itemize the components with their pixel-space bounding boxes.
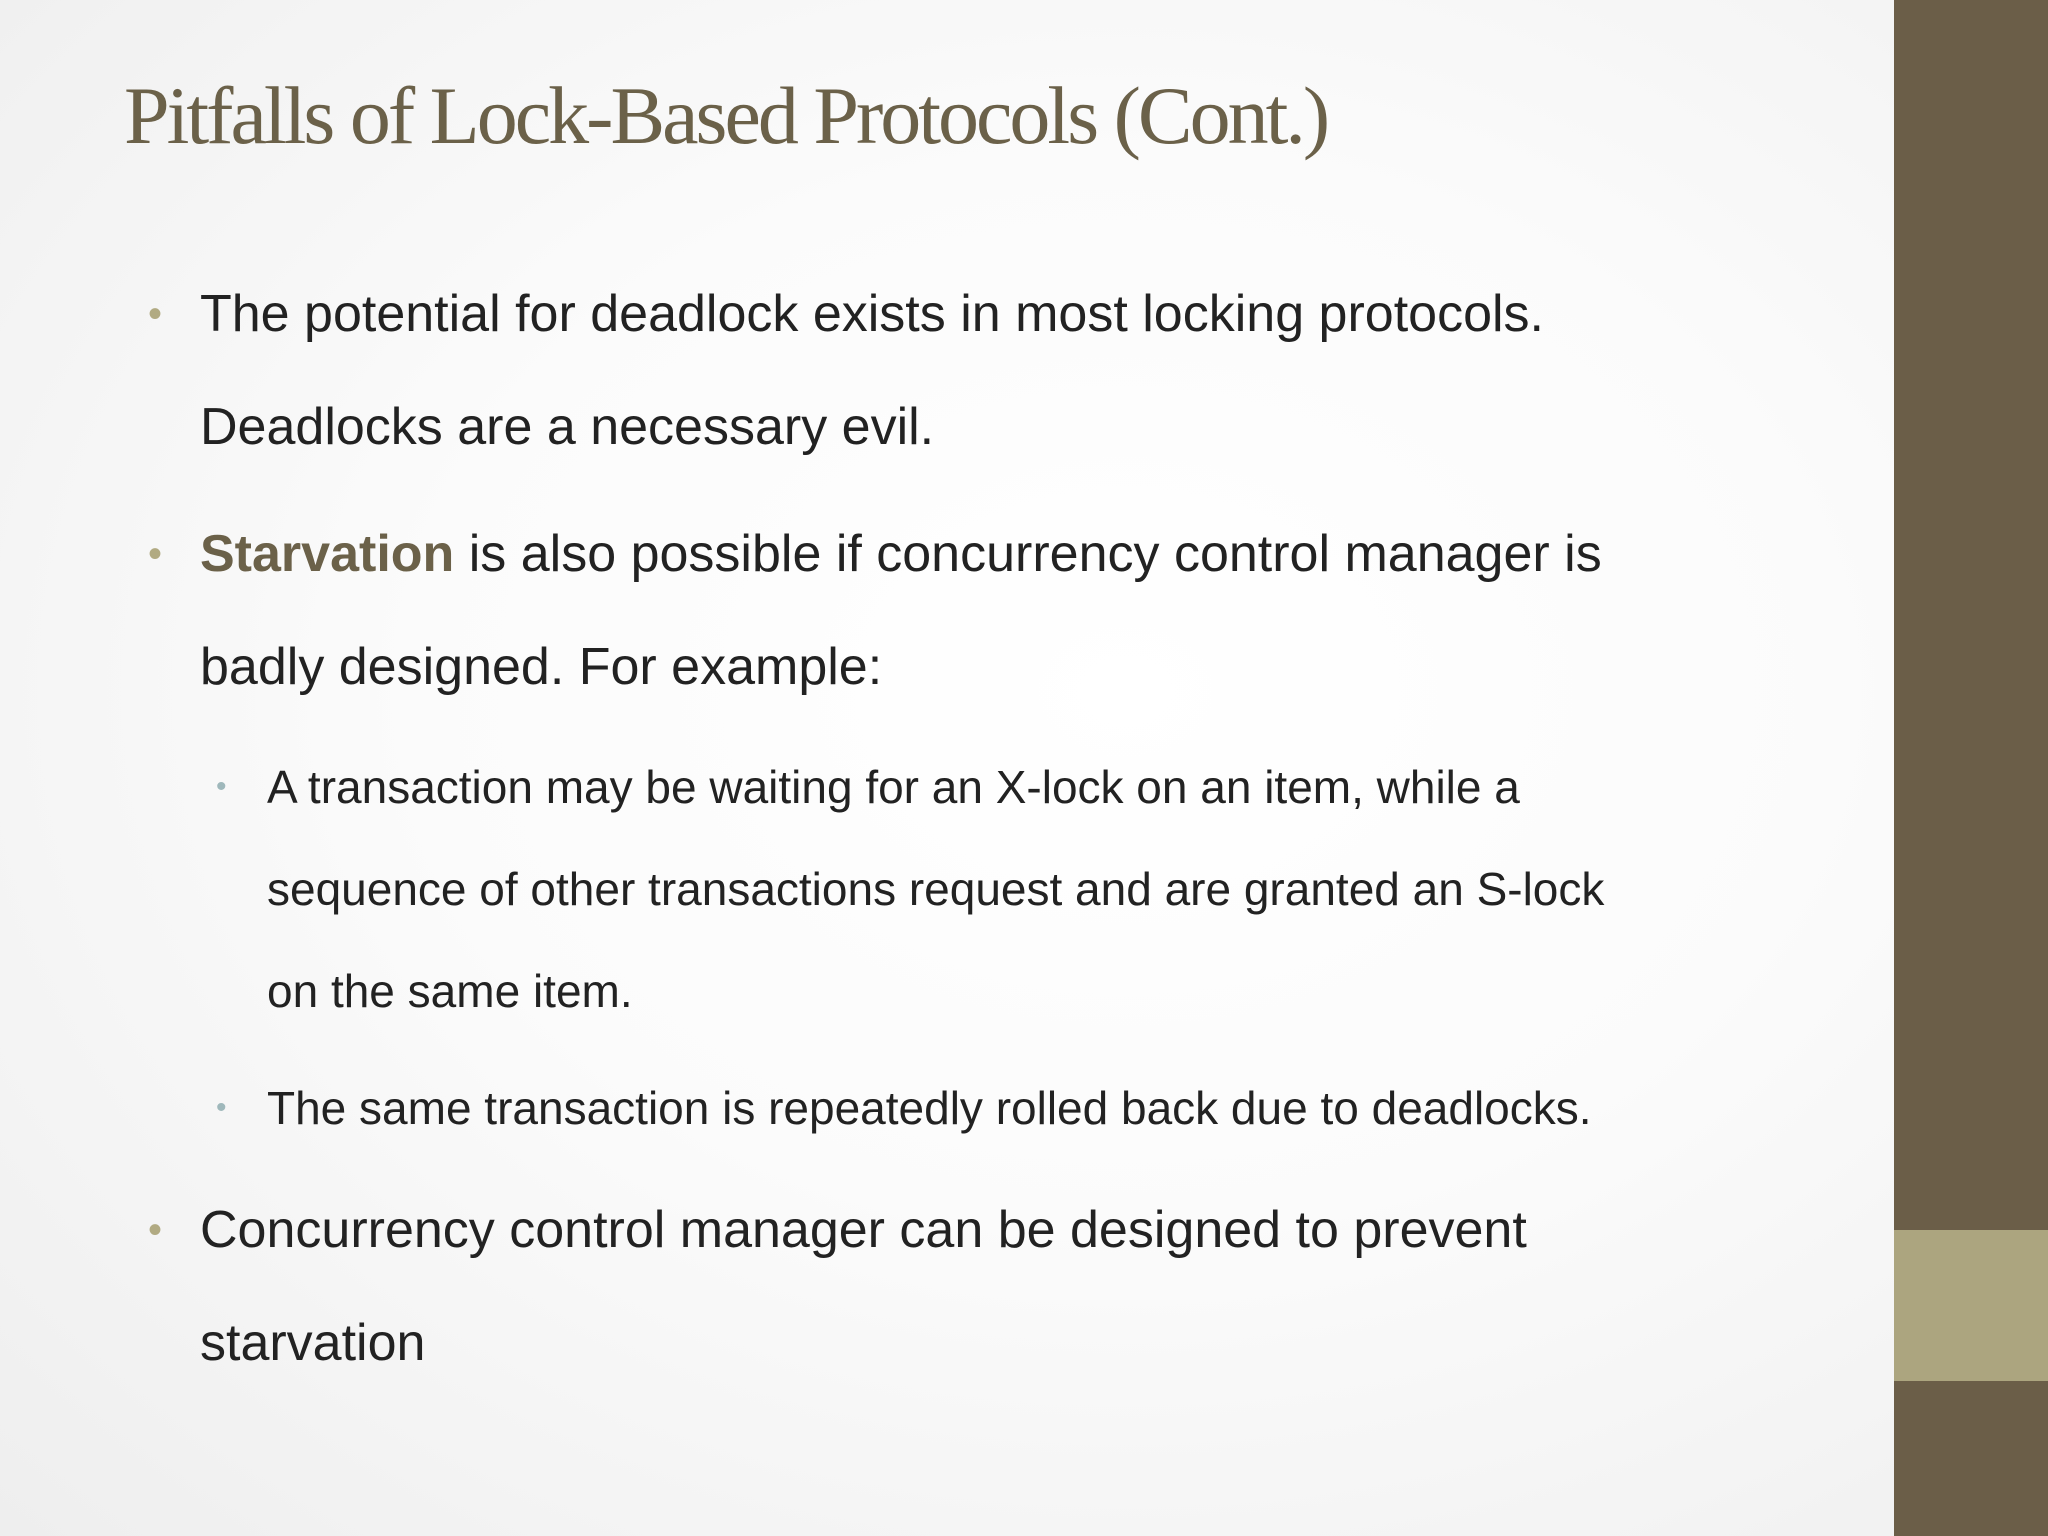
bullet-3-line-2: starvation [200, 1314, 426, 1372]
sidebar-band-top [1894, 0, 2048, 1230]
sub-bullet-1-line-1: A transaction may be waiting for an X-lock on an item, while a [267, 761, 1520, 813]
bullet-1-line-1: The potential for deadlock exists in most locking protocols. [200, 285, 1545, 343]
bullet-2-line-1-rest: is also possible if concurrency control manager is [454, 525, 1602, 583]
sub-bullet-2-line-1: The same transaction is repeatedly rolled back due to deadlocks. [267, 1082, 1592, 1134]
bullet-3-line-1: Concurrency control manager can be designed to prevent [200, 1201, 1527, 1259]
sub-bullet-dot: • [216, 1091, 227, 1124]
slide-title: Pitfalls of Lock-Based Protocols (Cont.) [124, 70, 1328, 161]
bullet-dot: • [148, 1208, 163, 1252]
sub-bullet-1-line-3: on the same item. [267, 965, 633, 1017]
bullet-dot: • [148, 292, 163, 336]
sub-bullet-dot: • [216, 770, 227, 803]
bullet-1-line-2: Deadlocks are a necessary evil. [200, 398, 935, 456]
sub-bullet-1-line-2: sequence of other transactions request and are granted an S-lock [267, 863, 1605, 915]
bullet-2-line-1 [200, 498, 1602, 611]
bullet-2-emphasis: Starvation [200, 525, 455, 583]
sidebar-decoration [1894, 0, 2048, 1536]
bullet-2-line-2: badly designed. For example: [200, 638, 883, 696]
bullet-dot: • [148, 532, 163, 576]
sidebar-band-accent [1894, 1230, 2048, 1381]
sidebar-band-bottom [1894, 1381, 2048, 1536]
